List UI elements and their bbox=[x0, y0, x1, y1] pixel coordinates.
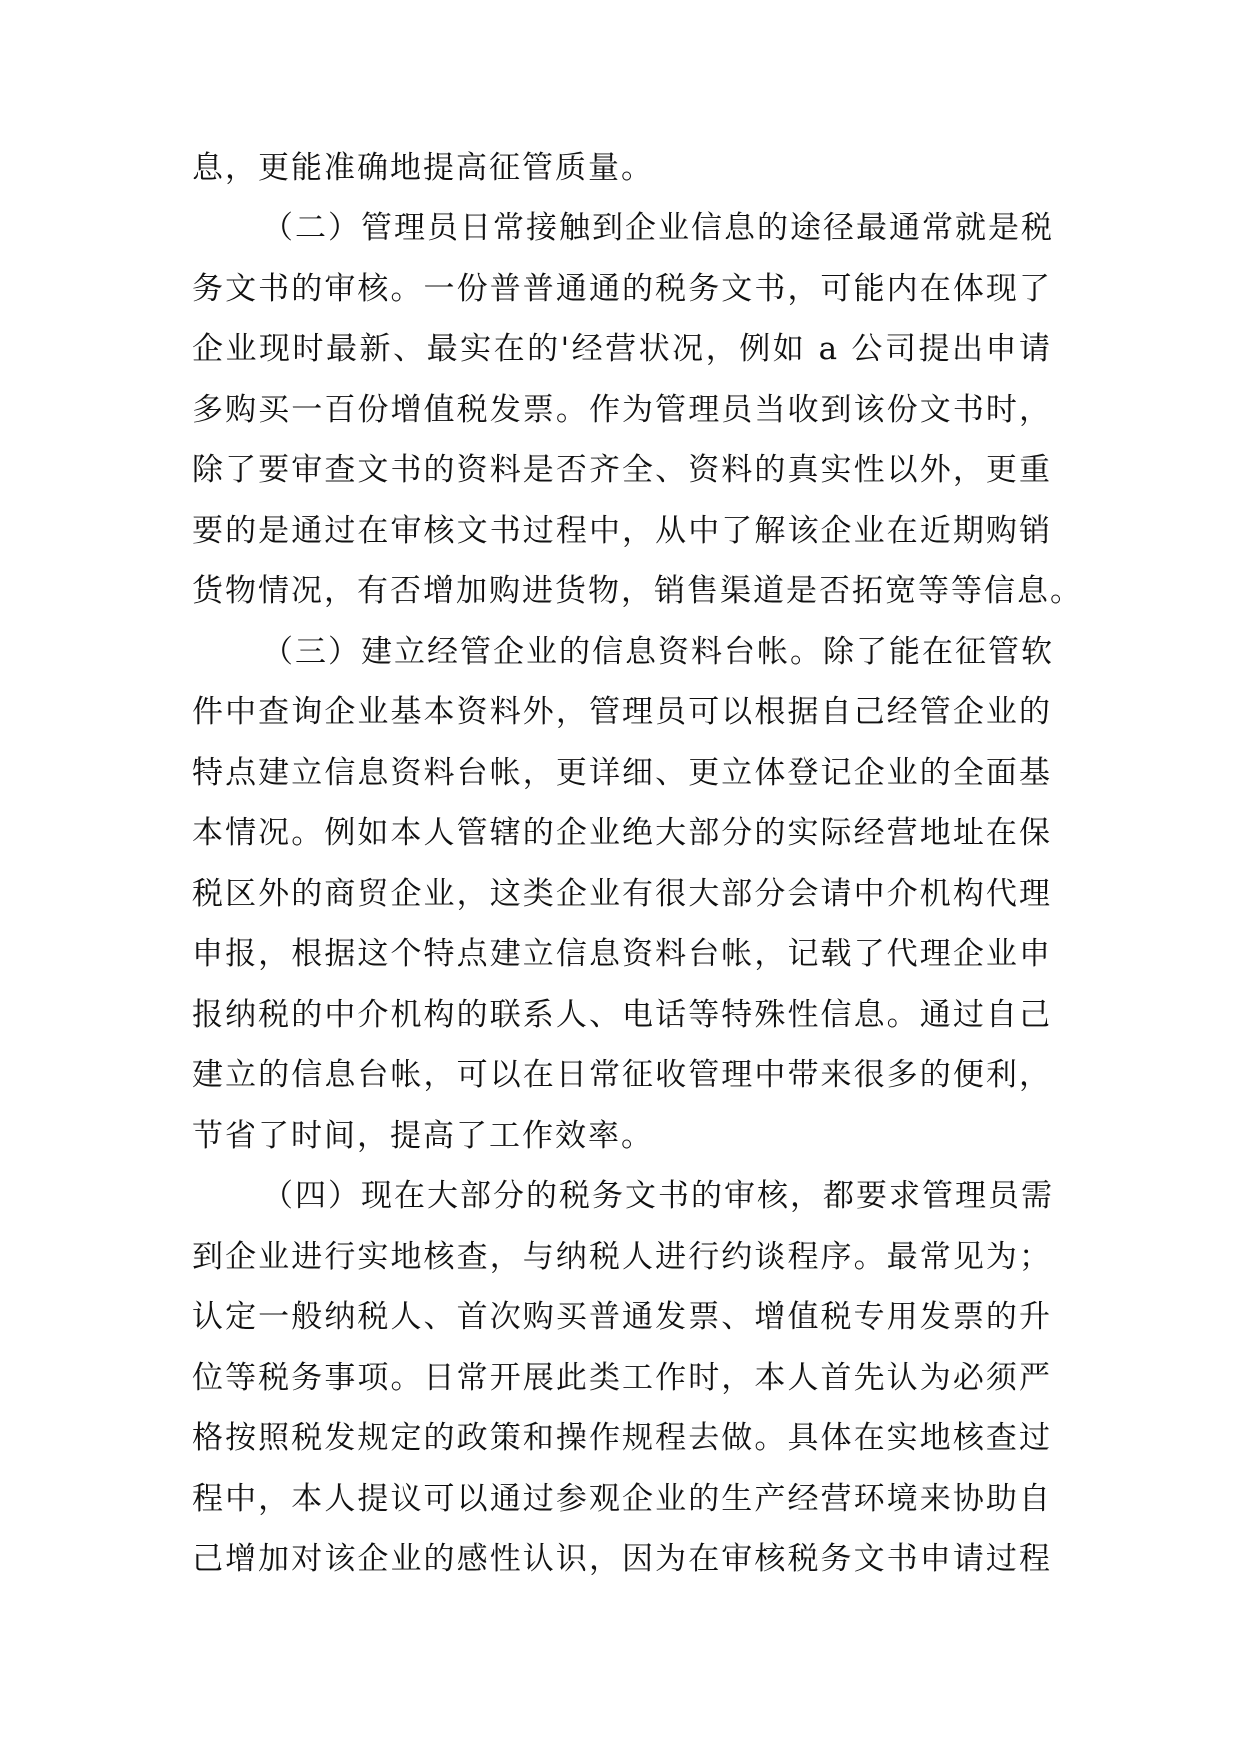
text-line: 特点建立信息资料台帐，更详细、更立体登记企业的全面基 bbox=[192, 755, 1052, 791]
text-line: 本情况。例如本人管辖的企业绝大部分的实际经营地址在保 bbox=[192, 815, 1052, 851]
text-line: 税区外的商贸企业，这类企业有很大部分会请中介机构代理 bbox=[192, 876, 1052, 912]
text-line: 位等税务事项。日常开展此类工作时，本人首先认为必须严 bbox=[192, 1360, 1052, 1396]
paragraph-3-heading-line: （三）建立经管企业的信息资料台帐。除了能在征管软 bbox=[262, 634, 1054, 670]
text-line: 除了要审查文书的资料是否齐全、资料的真实性以外，更重 bbox=[192, 452, 1052, 488]
text-line: 己增加对该企业的感性认识，因为在审核税务文书申请过程 bbox=[192, 1541, 1052, 1577]
text-line: 节省了时间，提高了工作效率。 bbox=[192, 1118, 654, 1154]
text-line: 建立的信息台帐，可以在日常征收管理中带来很多的便利， bbox=[192, 1057, 1052, 1093]
text-line: 务文书的审核。一份普普通通的税务文书，可能内在体现了 bbox=[192, 271, 1052, 307]
text-line: 要的是通过在审核文书过程中，从中了解该企业在近期购销 bbox=[192, 513, 1052, 549]
text-line: 多购买一百份增值税发票。作为管理员当收到该份文书时， bbox=[192, 392, 1052, 428]
text-line: 认定一般纳税人、首次购买普通发票、增值税专用发票的升 bbox=[192, 1299, 1052, 1335]
paragraph-4-heading-line: （四）现在大部分的税务文书的审核，都要求管理员需 bbox=[262, 1178, 1054, 1214]
text-line: 息，更能准确地提高征管质量。 bbox=[192, 150, 654, 186]
text-line: 报纳税的中介机构的联系人、电话等特殊性信息。通过自己 bbox=[192, 997, 1052, 1033]
text-line: 企业现时最新、最实在的'经营状况，例如 a 公司提出申请 bbox=[192, 331, 1052, 367]
paragraph-2-heading-line: （二）管理员日常接触到企业信息的途径最通常就是税 bbox=[262, 210, 1054, 246]
text-line: 货物情况，有否增加购进货物，销售渠道是否拓宽等等信息。 bbox=[192, 573, 1083, 609]
text-line: 件中查询企业基本资料外，管理员可以根据自己经管企业的 bbox=[192, 694, 1052, 730]
text-line: 程中，本人提议可以通过参观企业的生产经营环境来协助自 bbox=[192, 1481, 1052, 1517]
text-line: 格按照税发规定的政策和操作规程去做。具体在实地核查过 bbox=[192, 1420, 1052, 1456]
text-line: 申报，根据这个特点建立信息资料台帐，记载了代理企业申 bbox=[192, 936, 1052, 972]
text-line: 到企业进行实地核查，与纳税人进行约谈程序。最常见为； bbox=[192, 1239, 1052, 1275]
